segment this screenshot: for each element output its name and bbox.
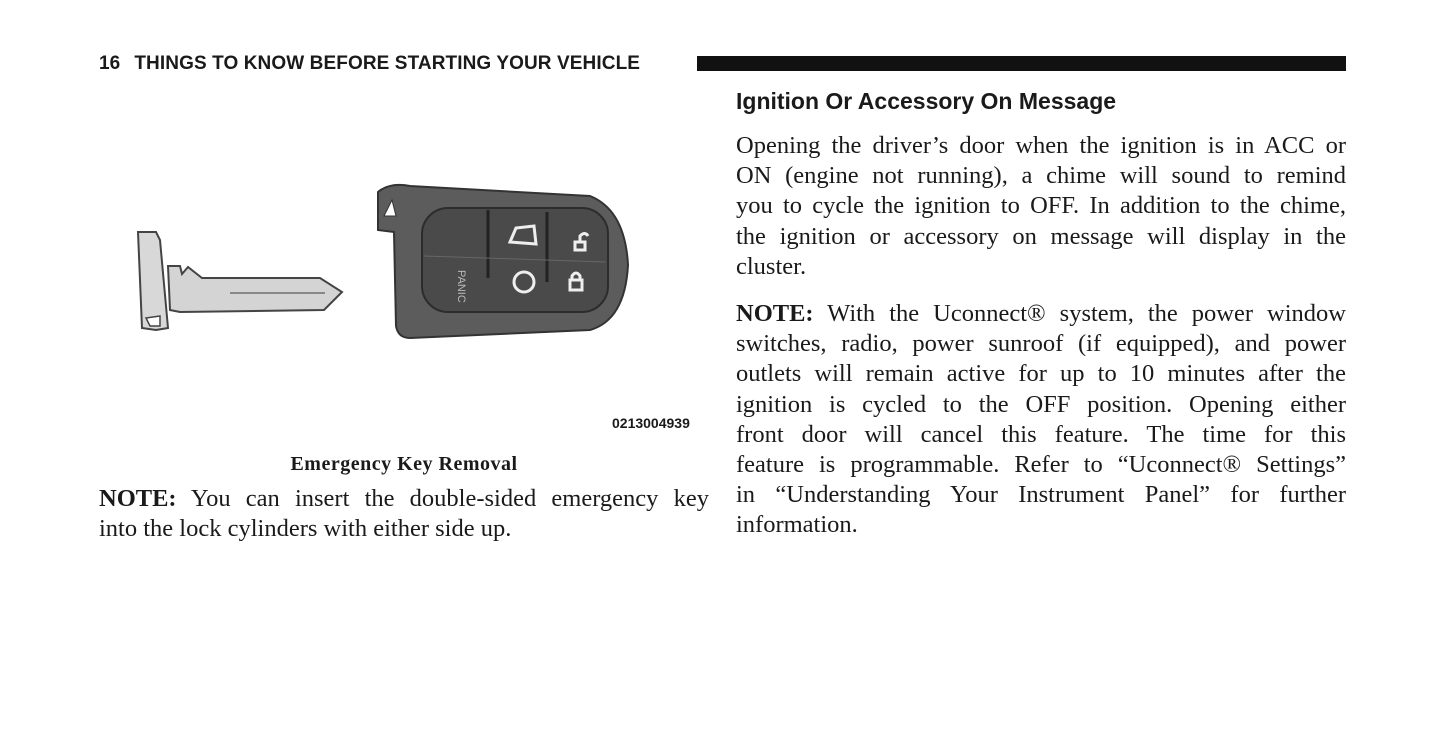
figure-id: 0213004939 — [612, 415, 690, 431]
figure-caption: Emergency Key Removal — [290, 453, 518, 475]
text-line: Opening the driver’s door when the ignition is in ACC or — [736, 132, 1346, 159]
section-heading: Ignition Or Accessory On Message — [736, 88, 1117, 114]
paragraph-uconnect-note — [736, 299, 1346, 541]
note-label: NOTE: — [736, 300, 814, 327]
note-line: into the lock cylinders with either side up. — [99, 515, 512, 543]
header-rule — [697, 56, 1346, 71]
text-line: outlets will remain active for up to 10 minutes after the — [736, 360, 1346, 388]
text-line: feature is programmable. Refer to “Uconnect® Settings” — [736, 451, 1346, 479]
key-fob-illustration — [120, 170, 710, 440]
text-line: With the Uconnect® system, the power window — [813, 300, 1346, 327]
key-fob — [378, 185, 628, 338]
left-note — [99, 484, 709, 544]
text-line: the ignition or accessory on message will display in the — [736, 222, 1346, 250]
page-number: 16 — [99, 53, 121, 74]
emergency-key — [138, 232, 342, 330]
text-line: cluster. — [736, 252, 807, 280]
text-line: information. — [736, 511, 858, 539]
text-line: you to cycle the ignition to OFF. In addition to the chime, — [736, 192, 1346, 220]
text-line: ON (engine not running), a chime will sound to remind — [736, 162, 1346, 190]
section-title: THINGS TO KNOW BEFORE STARTING YOUR VEHICLE — [134, 53, 641, 74]
panic-button-label: PANIC — [455, 270, 467, 303]
text-line: ignition is cycled to the OFF position. Opening either — [736, 390, 1346, 418]
running-header — [99, 53, 640, 75]
paragraph-ignition-message — [736, 131, 1346, 282]
note-line: You can insert the double-sided emergency key — [176, 485, 709, 512]
note-label: NOTE: — [99, 485, 177, 512]
text-line: front door will cancel this feature. The time for this — [736, 420, 1346, 448]
text-line: in “Understanding Your Instrument Panel” for further — [736, 481, 1346, 509]
text-line: switches, radio, power sunroof (if equipped), and power — [736, 330, 1346, 358]
